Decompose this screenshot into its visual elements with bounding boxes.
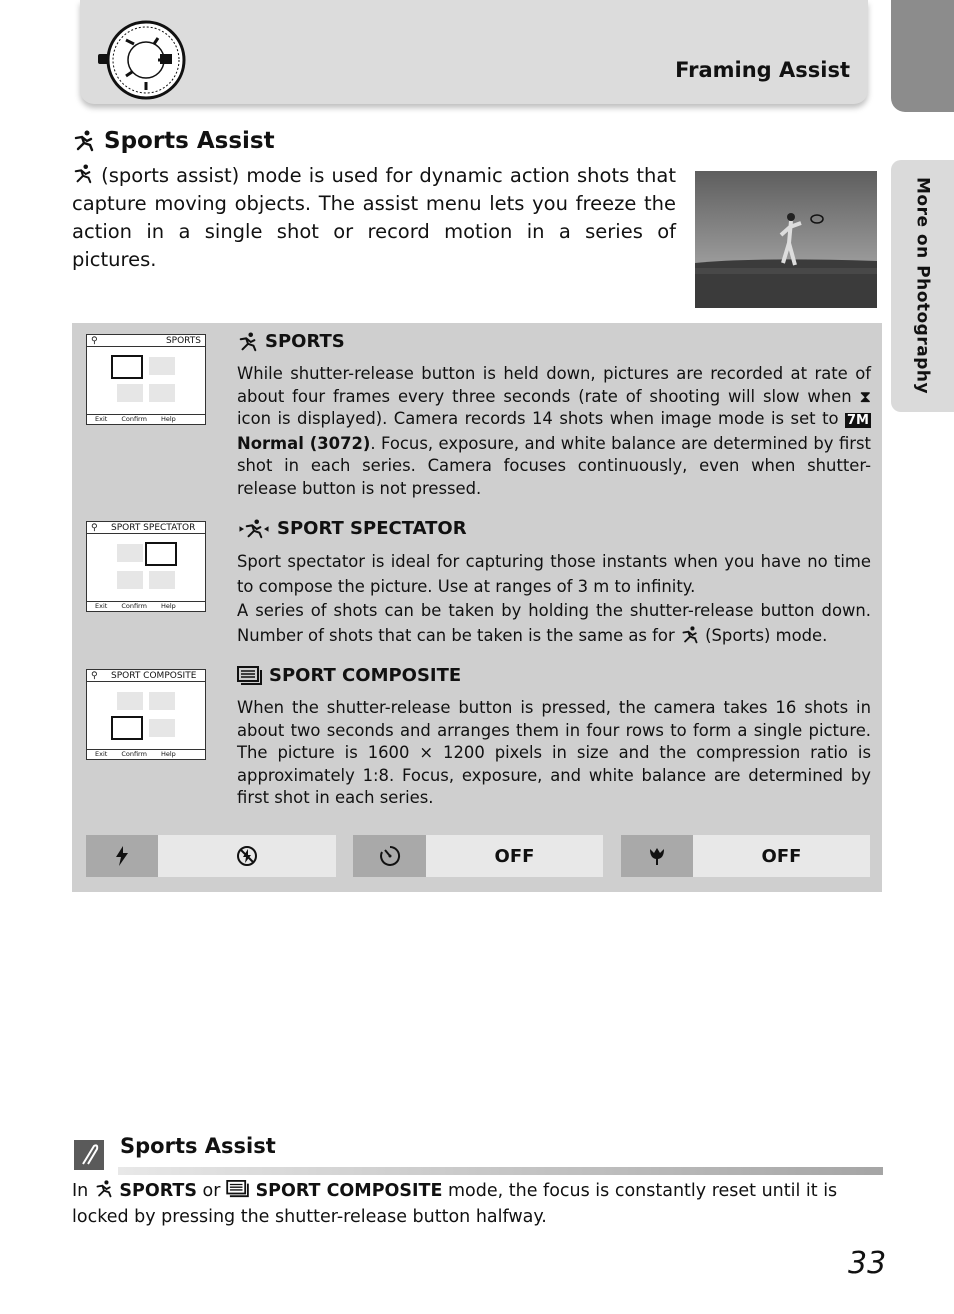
sports-icon (680, 626, 700, 644)
lcd-confirm-label: Confirm (121, 415, 147, 423)
sports-icon (237, 332, 259, 352)
lcd-help-label: Help (160, 415, 176, 423)
sport-spectator-icon (237, 519, 271, 539)
sports-icon (72, 164, 94, 184)
lcd-title: SPORT SPECTATOR (111, 523, 196, 533)
mode-composite-body: When the shutter-release button is pressed, the camera takes 16 shots in about two seconds and arranges them in four rows to form a single picture. The picture is 1600 × 1200 pixels in size and the compression ratio is approximately 1:8. Focus, exposure, and white balance are determined by first shot in each series. (237, 698, 871, 808)
lcd-sport-spectator (86, 521, 206, 612)
sports-icon (94, 1180, 114, 1198)
self-timer-cell (353, 835, 426, 877)
lcd-exit-label: Exit (95, 750, 108, 758)
note-body: In SPORTS or SPORT COMPOSITE mode, the focus is constantly reset until it is locked by pressing the shutter-release button halfway. (72, 1181, 838, 1227)
flash-off-icon (236, 845, 258, 867)
sports-photo (695, 171, 877, 308)
lcd-sport-composite (86, 669, 206, 760)
lcd-confirm-label: Confirm (121, 750, 147, 758)
mode-spectator-title: SPORT SPECTATOR (277, 518, 467, 539)
lcd-help-label: Help (160, 602, 176, 610)
lcd-sports (86, 334, 206, 425)
lcd-exit-label: Exit (95, 415, 108, 423)
flash-value-cell (158, 835, 336, 877)
flash-cell (86, 835, 158, 877)
mode-sports-body: While shutter-release button is held down, pictures are recorded at rate of about four frames every three seconds (rate of shooting will slow when ⧗ icon is displayed). Camera records 14 shots when image mode is set to 7M Normal (3072). Focus, exposure, and white balance are determined by first shot in each series. Camera focuses continuously, even when shutter-release button is not pressed. (237, 364, 871, 498)
mode-dial-icon (96, 20, 188, 100)
sports-icon (72, 130, 96, 152)
mode-spectator-body: Sport spectator is ideal for capturing those instants when you have no time to compose the picture. Use at ranges of 3 m to infinity. A series of shots can be taken by holding the shutter-release button down. Number of shots that can be taken is the same as for (Sports) mode. (237, 552, 871, 645)
lcd-icon: ⚲ (91, 523, 98, 533)
lcd-icon: ⚲ (91, 671, 98, 681)
side-tab-label: More on Photography (912, 177, 933, 395)
note-title: Sports Assist (120, 1134, 276, 1158)
mode-sports-title: SPORTS (265, 331, 345, 352)
image-mode-badge: 7M (847, 413, 869, 429)
lcd-help-label: Help (160, 750, 176, 758)
lcd-icon: ⚲ (91, 336, 98, 346)
self-timer-value: OFF (426, 835, 603, 877)
mode-sports-heading (237, 331, 345, 352)
note-icon (74, 1140, 104, 1170)
self-timer-icon (378, 844, 402, 868)
header-title: Framing Assist (675, 58, 850, 82)
macro-cell (621, 835, 693, 877)
macro-icon (646, 845, 668, 867)
lcd-exit-label: Exit (95, 602, 108, 610)
section-heading (72, 128, 275, 154)
sport-composite-icon (237, 666, 263, 686)
sport-composite-icon (226, 1180, 250, 1198)
note-divider (118, 1167, 883, 1175)
header-box (80, 0, 868, 104)
flash-icon (114, 845, 130, 867)
lcd-title: SPORTS (165, 336, 201, 346)
mode-composite-title: SPORT COMPOSITE (269, 665, 462, 686)
side-tab-top (891, 0, 954, 112)
intro-text: (sports assist) mode is used for dynamic action shots that capture moving objects. The assist menu lets you freeze the action in a single shot or record motion in a series of pictures. (72, 164, 676, 271)
page-number: 33 (848, 1246, 887, 1281)
mode-composite-heading (237, 665, 461, 686)
lcd-confirm-label: Confirm (121, 602, 147, 610)
macro-value: OFF (693, 835, 870, 877)
mode-spectator-heading (237, 518, 467, 539)
section-title: Sports Assist (104, 128, 275, 154)
hourglass-icon: ⧗ (859, 386, 871, 406)
lcd-title: SPORT COMPOSITE (111, 671, 197, 681)
